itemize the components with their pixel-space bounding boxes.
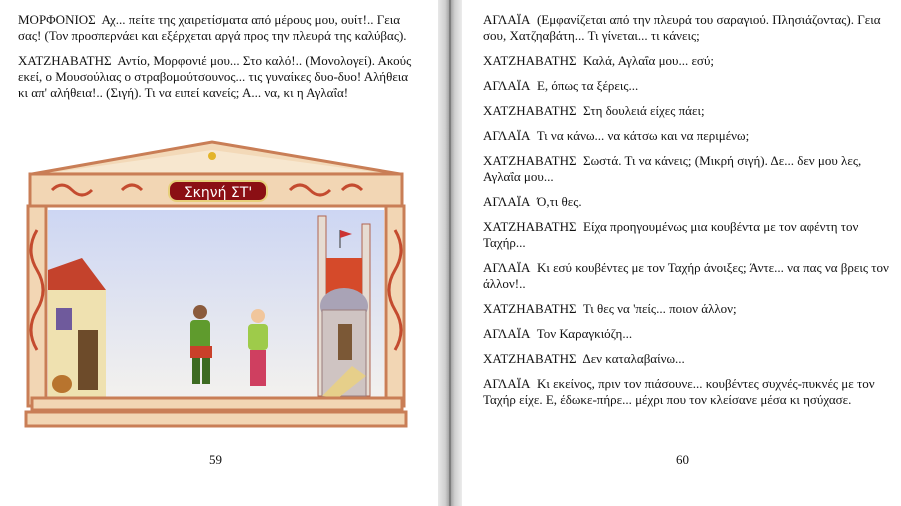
dialogue-line: Είχα προηγουμένως μια κουβέντα με τον αφέντη τον Ταχήρ...: [483, 219, 859, 250]
speaker-name: ΧΑΤΖΗΑΒΑΤΗΣ: [483, 219, 577, 234]
dialogue-paragraph: [483, 103, 893, 119]
dialogue-line: Κι εσύ κουβέντες με τον Ταχήρ άνοιξες; Άντε... να πας να βρεις τον άλλον!..: [483, 260, 889, 291]
dialogue-paragraph: [483, 351, 893, 367]
left-page: [0, 0, 438, 506]
dialogue-line: Τι θες να 'πείς... ποιον άλλον;: [582, 301, 737, 316]
dialogue-paragraph: [483, 194, 893, 210]
puppet-theatre-illustration: [22, 140, 420, 430]
speaker-name: ΑΓΛΑΪΑ: [483, 376, 531, 391]
dialogue-paragraph: [18, 12, 418, 44]
dialogue-line: Αχ... πείτε της χαιρετίσματα από μέρους μου, ουίτ!.. Γεια σας! (Τον προσπερνάει και εξέρχεται αργά προς την πλευρά της καλύβας).: [18, 12, 407, 43]
dialogue-line: Κι εκείνος, πριν τον πιάσουνε... κουβέντες συχνές-πυκνές με τον Ταχήρ είχε. Ε, έδωκε-πήρε... μέχρι που τον κλείσανε μέσα κι ησύχασε.: [483, 376, 875, 407]
dialogue-paragraph: [483, 78, 893, 94]
page-number: 60: [676, 452, 689, 467]
scene-title-badge: Σκηνή ΣΤ': [168, 180, 268, 202]
dialogue-line: Τι να κάνω... να κάτσω και να περιμένω;: [536, 128, 750, 143]
dialogue-line: Αντίο, Μορφονιέ μου... Στο καλό!.. (Μονολογεί). Ακούς εκεί, ο Μουσούλιας ο στραβομούτσουνος... τις γυναίκες δυο-δυο! Αλήθεια κι απ' αλήθεια!.. (Σιγή). Τι να ειπεί κανείς; Α... να, κι η Αγλαΐα!: [18, 53, 412, 100]
dialogue-line: Καλά, Αγλαΐα μου... εσύ;: [583, 53, 714, 68]
book-gutter: [438, 0, 462, 506]
speaker-name: ΑΓΛΑΪΑ: [483, 326, 531, 341]
speaker-name: ΜΟΡΦΟΝΙΟΣ: [18, 12, 96, 27]
dialogue-paragraph: [483, 153, 893, 185]
speaker-name: ΧΑΤΖΗΑΒΑΤΗΣ: [483, 301, 577, 316]
dialogue-line: Ό,τι θες.: [536, 194, 582, 209]
dialogue-paragraph: [483, 260, 893, 292]
speaker-name: ΑΓΛΑΪΑ: [483, 12, 531, 27]
dialogue-line: Σωστά. Τι να κάνεις; (Μικρή σιγή). Δε... δεν μου λες, Αγλαΐα μου...: [483, 153, 862, 184]
dialogue-line: Τον Καραγκιόζη...: [536, 326, 633, 341]
speaker-name: ΧΑΤΖΗΑΒΑΤΗΣ: [483, 153, 577, 168]
dialogue-line: Στη δουλειά είχες πάει;: [583, 103, 705, 118]
dialogue-paragraph: [483, 53, 893, 69]
speaker-name: ΧΑΤΖΗΑΒΑΤΗΣ: [18, 53, 112, 68]
dialogue-paragraph: [483, 128, 893, 144]
speaker-name: ΑΓΛΑΪΑ: [483, 78, 531, 93]
left-page-text: [18, 12, 418, 110]
gutter-divider: [449, 0, 451, 506]
speaker-name: ΧΑΤΖΗΑΒΑΤΗΣ: [483, 351, 577, 366]
right-page-text: [483, 12, 893, 417]
dialogue-line: Ε, όπως τα ξέρεις...: [536, 78, 639, 93]
speaker-name: ΑΓΛΑΪΑ: [483, 260, 531, 275]
dialogue-paragraph: [483, 301, 893, 317]
dialogue-line: Δεν καταλαβαίνω...: [582, 351, 685, 366]
dialogue-line: (Εμφανίζεται από την πλευρά του σαραγιού. Πλησιάζοντας). Γεια σου, Χατζηαβάτη... Τι γίνεται... τι κάνεις;: [483, 12, 881, 43]
speaker-name: ΧΑΤΖΗΑΒΑΤΗΣ: [483, 53, 577, 68]
speaker-name: ΑΓΛΑΪΑ: [483, 194, 531, 209]
dialogue-paragraph: [483, 376, 893, 408]
dialogue-paragraph: [483, 12, 893, 44]
page-number: 59: [209, 452, 222, 467]
dialogue-paragraph: [18, 53, 418, 101]
right-page: [462, 0, 901, 506]
speaker-name: ΧΑΤΖΗΑΒΑΤΗΣ: [483, 103, 577, 118]
speaker-name: ΑΓΛΑΪΑ: [483, 128, 531, 143]
dialogue-paragraph: [483, 219, 893, 251]
dialogue-paragraph: [483, 326, 893, 342]
